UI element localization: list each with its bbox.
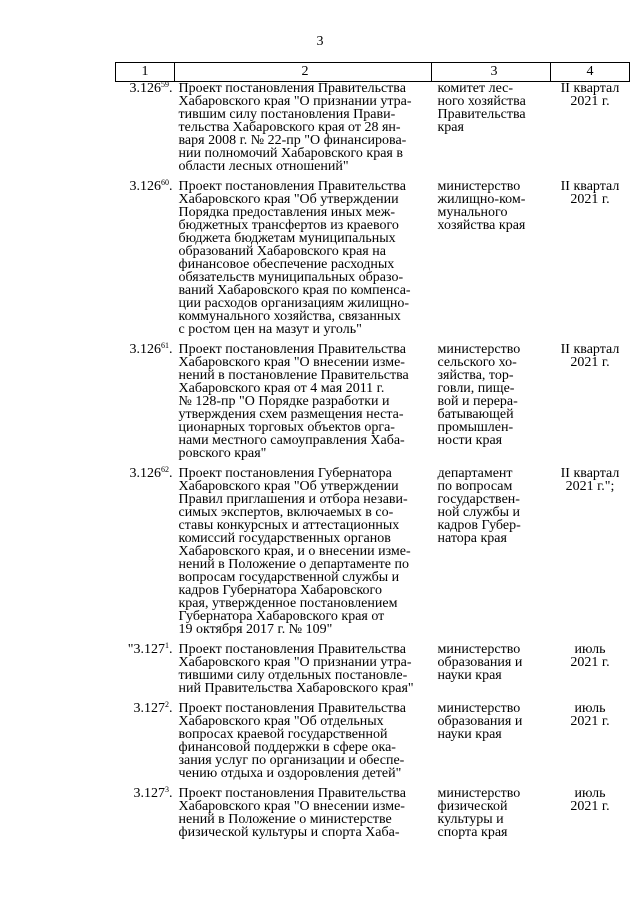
table-row	[116, 787, 630, 846]
item-description-line: бюджетных трансфертов из краевого	[178, 218, 399, 233]
item-responsible	[432, 702, 551, 787]
column-header-3: 3	[432, 63, 551, 82]
item-deadline	[551, 180, 630, 343]
item-deadline	[551, 82, 630, 181]
item-deadline-line: II квартал	[560, 179, 620, 194]
item-responsible-line: министерство	[437, 701, 521, 716]
item-responsible-line: жилищно-ком-	[437, 192, 526, 207]
item-description-line: тившими силу отдельных постановле-	[178, 668, 408, 683]
item-description-line: с ростом цен на мазут и уголь"	[178, 322, 362, 337]
item-description-line: Проект постановления Правительства	[178, 342, 406, 357]
item-number-base: 3.127	[133, 642, 165, 657]
item-description-line: Правил приглашения и отбора незави-	[178, 492, 408, 507]
plan-table	[115, 62, 630, 846]
item-description-line: Проект постановления Губернатора	[178, 466, 392, 481]
table-row	[116, 82, 630, 181]
item-responsible-line: спорта края	[437, 825, 508, 840]
item-description-line: Хабаровского края "О признании утра-	[178, 655, 412, 670]
item-description-line: Хабаровского края "Об утверждении	[178, 479, 399, 494]
item-number-prefix: "	[127, 642, 134, 657]
item-number-base: 3.126	[129, 81, 161, 96]
item-description-line: физической культуры и спорта Хаба-	[178, 825, 400, 840]
item-description-line: кадров Губернатора Хабаровского	[178, 583, 382, 598]
item-description-line: утверждения схем размещения неста-	[178, 407, 404, 422]
item-description-line: 19 октября 2017 г. № 109"	[178, 622, 333, 637]
item-deadline-line: 2021 г.	[570, 94, 610, 109]
item-responsible	[432, 467, 551, 643]
item-deadline	[551, 643, 630, 702]
item-description-line: Хабаровского края "О внесении изме-	[178, 355, 405, 370]
table-row	[116, 702, 630, 787]
item-description-line: области лесных отношений"	[178, 159, 349, 174]
item-responsible-line: сельского хо-	[437, 355, 517, 370]
item-description-line: нений в постановление Правительства	[178, 368, 409, 383]
table-header-row	[116, 63, 630, 82]
item-number-superscript: 62	[161, 465, 169, 474]
item-description-line: Хабаровского края от 4 мая 2011 г.	[178, 381, 385, 396]
item-number	[116, 343, 175, 467]
item-description-line: тившим силу постановления Прави-	[178, 107, 396, 122]
item-number-superscript: 1	[165, 641, 169, 650]
item-number-suffix: .	[169, 642, 173, 657]
item-description-line: края, утвержденное постановлением	[178, 596, 398, 611]
item-responsible-line: министерство	[437, 642, 521, 657]
table-body	[116, 82, 630, 847]
item-responsible-line: кадров Губер-	[437, 518, 521, 533]
item-responsible-line: мунального	[437, 205, 508, 220]
item-responsible-line: вой и перера-	[437, 394, 518, 409]
item-responsible	[432, 343, 551, 467]
item-description-line: Проект постановления Правительства	[178, 179, 406, 194]
item-responsible-line: по вопросам	[437, 479, 513, 494]
item-description-line: Хабаровского края "Об отдельных	[178, 714, 384, 729]
item-description-line: № 128-пр "О Порядке разработки и	[178, 394, 390, 409]
item-description-line: вопросах краевой государственной	[178, 727, 388, 742]
item-description-line: комиссий государственных органов	[178, 531, 391, 546]
item-number-base: 3.126	[129, 466, 161, 481]
item-description-line: ровского края"	[178, 446, 267, 461]
item-number-suffix: .	[169, 179, 173, 194]
item-description-line: Хабаровского края "О признании утра-	[178, 94, 412, 109]
item-responsible-line: Правительства	[437, 107, 526, 122]
item-responsible-line: натора края	[437, 531, 507, 546]
item-description-line: нами местного самоуправления Хаба-	[178, 433, 405, 448]
item-description	[175, 643, 432, 702]
item-number-suffix: .	[169, 701, 173, 716]
item-deadline-line: 2021 г.	[570, 192, 610, 207]
item-description	[175, 702, 432, 787]
item-deadline-line: 2021 г.";	[565, 479, 615, 494]
item-description-line: ставы конкурсных и аттестационных	[178, 518, 400, 533]
item-description-line: варя 2008 г. № 22-пр "О финансирова-	[178, 133, 407, 148]
item-deadline-line: 2021 г.	[570, 799, 610, 814]
item-responsible-line: науки края	[437, 668, 502, 683]
item-deadline	[551, 787, 630, 846]
table-row	[116, 467, 630, 643]
item-number	[116, 643, 175, 702]
item-deadline	[551, 467, 630, 643]
item-number	[116, 180, 175, 343]
item-deadline-line: II квартал	[560, 466, 620, 481]
item-responsible-line: образования и	[437, 714, 523, 729]
item-number-superscript: 59	[161, 80, 169, 89]
item-number-suffix: .	[169, 81, 173, 96]
item-responsible-line: батывающей	[437, 407, 514, 422]
item-description-line: финансовое обеспечение расходных	[178, 257, 395, 272]
item-responsible-line: ного хозяйства	[437, 94, 526, 109]
item-number-suffix: .	[169, 466, 173, 481]
item-description-line: ний Правительства Хабаровского края"	[178, 681, 414, 696]
item-description-line: нений в Положение о департаменте по	[178, 557, 410, 572]
item-description-line: симых экспертов, включаемых в со-	[178, 505, 394, 520]
item-description-line: Хабаровского края, и о внесении изме-	[178, 544, 411, 559]
item-description-line: зания услуг по организации и обеспе-	[178, 753, 405, 768]
item-responsible-line: края	[437, 120, 464, 135]
item-responsible	[432, 643, 551, 702]
item-number-suffix: .	[169, 786, 173, 801]
item-description-line: Порядка предоставления иных меж-	[178, 205, 396, 220]
item-responsible-line: промышлен-	[437, 420, 514, 435]
item-description	[175, 180, 432, 343]
item-responsible	[432, 82, 551, 181]
item-deadline-line: II квартал	[560, 81, 620, 96]
item-description-line: ции расходов организациям жилищно-	[178, 296, 410, 311]
table-row	[116, 643, 630, 702]
item-deadline	[551, 702, 630, 787]
item-deadline-line: июль	[574, 786, 606, 801]
item-responsible-line: государствен-	[437, 492, 520, 507]
item-responsible-line: ности края	[437, 433, 503, 448]
item-number	[116, 787, 175, 846]
item-description-line: чению отдыха и оздоровления детей"	[178, 766, 402, 781]
item-description-line: нии полномочий Хабаровского края в	[178, 146, 403, 161]
item-responsible-line: департамент	[437, 466, 513, 481]
item-number	[116, 467, 175, 643]
item-number-superscript: 2	[165, 700, 169, 709]
item-number-base: 3.126	[129, 342, 161, 357]
item-description-line: финансовой поддержки в сфере ока-	[178, 740, 396, 755]
column-header-4: 4	[551, 63, 630, 82]
item-number-base: 3.127	[133, 701, 165, 716]
item-description-line: Проект постановления Правительства	[178, 701, 406, 716]
item-description-line: обязательств муниципальных образо-	[178, 270, 404, 285]
item-responsible-line: комитет лес-	[437, 81, 514, 96]
item-responsible	[432, 180, 551, 343]
page-number: 3	[316, 34, 324, 49]
item-responsible-line: ной службы и	[437, 505, 521, 520]
column-header-1: 1	[116, 63, 175, 82]
item-number	[116, 702, 175, 787]
item-number	[116, 82, 175, 181]
item-deadline-line: июль	[574, 642, 606, 657]
item-responsible-line: науки края	[437, 727, 502, 742]
item-responsible-line: министерство	[437, 342, 521, 357]
item-number-superscript: 3	[165, 785, 169, 794]
item-deadline-line: июль	[574, 701, 606, 716]
item-responsible-line: хозяйства края	[437, 218, 526, 233]
item-deadline-line: 2021 г.	[570, 355, 610, 370]
item-number-superscript: 60	[161, 178, 169, 187]
item-description-line: ваний Хабаровского края по компенса-	[178, 283, 411, 298]
item-description-line: Проект постановления Правительства	[178, 642, 406, 657]
item-deadline	[551, 343, 630, 467]
item-description-line: нений в Положение о министерстве	[178, 812, 392, 827]
table-row	[116, 343, 630, 467]
item-description	[175, 343, 432, 467]
column-header-2: 2	[175, 63, 432, 82]
item-number-base: 3.127	[133, 786, 165, 801]
item-responsible-line: говли, пище-	[437, 381, 515, 396]
item-description	[175, 787, 432, 846]
item-number-base: 3.126	[129, 179, 161, 194]
item-number-superscript: 61	[161, 341, 169, 350]
item-deadline-line: 2021 г.	[570, 655, 610, 670]
item-responsible	[432, 787, 551, 846]
item-description-line: Хабаровского края "О внесении изме-	[178, 799, 405, 814]
item-responsible-line: министерство	[437, 179, 521, 194]
item-description-line: образований Хабаровского края на	[178, 244, 386, 259]
item-description-line: тельства Хабаровского края от 28 ян-	[178, 120, 401, 135]
item-description-line: Губернатора Хабаровского края от	[178, 609, 385, 624]
item-description	[175, 467, 432, 643]
item-description-line: вопросам государственной службы и	[178, 570, 400, 585]
item-deadline-line: 2021 г.	[570, 714, 610, 729]
item-responsible-line: образования и	[437, 655, 523, 670]
item-description	[175, 82, 432, 181]
item-responsible-line: зяйства, тор-	[437, 368, 514, 383]
item-description-line: Хабаровского края "Об утверждении	[178, 192, 399, 207]
item-responsible-line: культуры и	[437, 812, 504, 827]
item-responsible-line: физической	[437, 799, 508, 814]
item-description-line: бюджета бюджетам муниципальных	[178, 231, 396, 246]
item-number-suffix: .	[169, 342, 173, 357]
item-description-line: ционарных торговых объектов орга-	[178, 420, 395, 435]
table-row	[116, 180, 630, 343]
item-deadline-line: II квартал	[560, 342, 620, 357]
item-responsible-line: министерство	[437, 786, 521, 801]
item-description-line: Проект постановления Правительства	[178, 81, 406, 96]
item-description-line: коммунального хозяйства, связанных	[178, 309, 401, 324]
item-description-line: Проект постановления Правительства	[178, 786, 406, 801]
